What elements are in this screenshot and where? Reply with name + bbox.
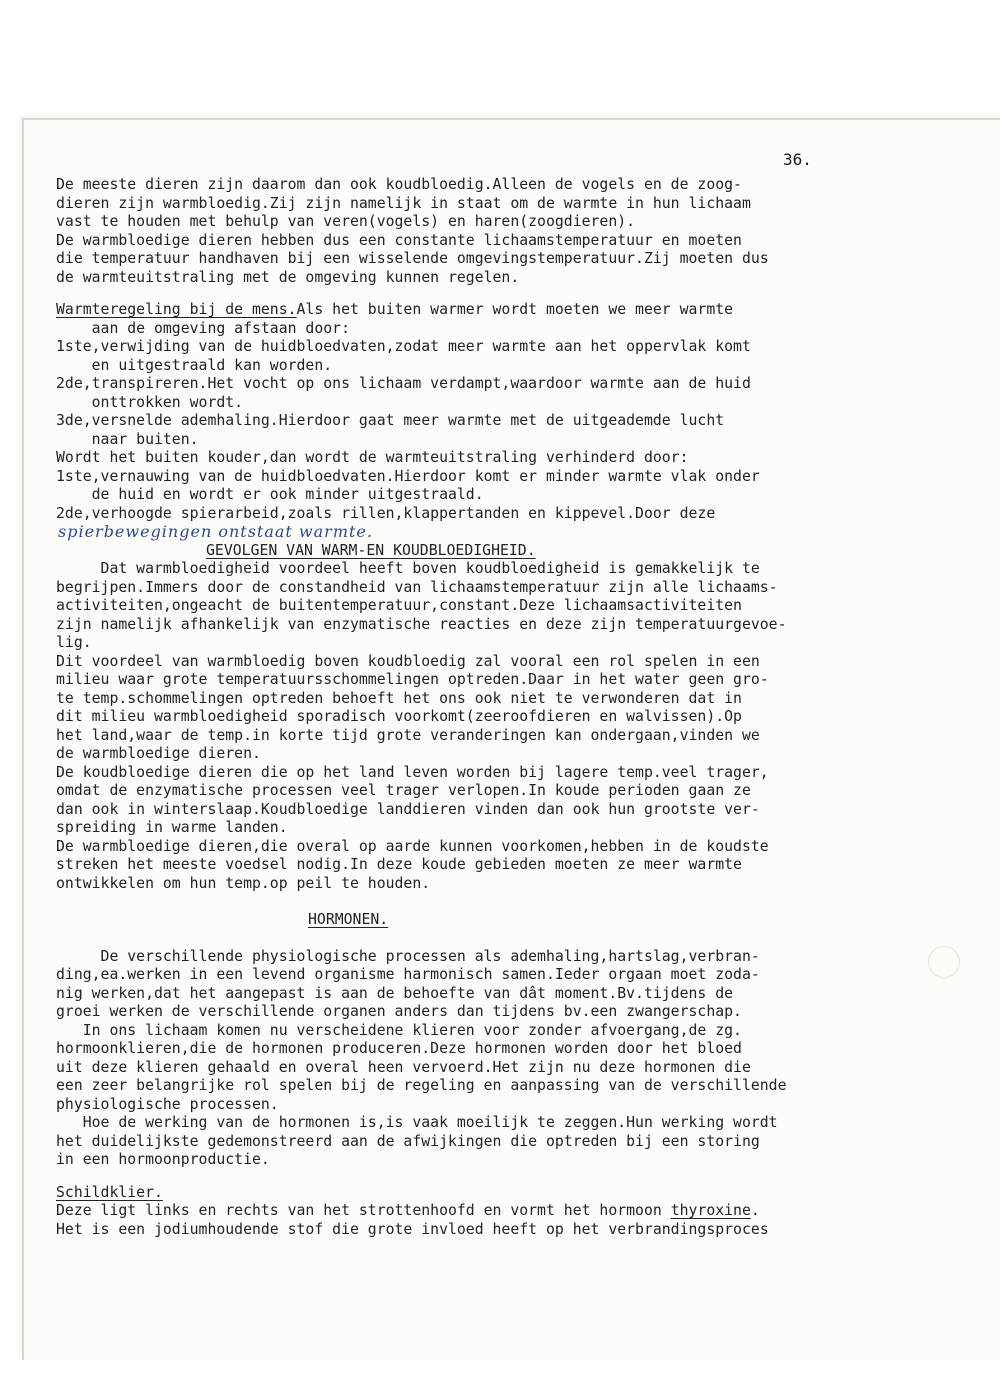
text-line: omdat de enzymatische processen veel trager verlopen.In koude perioden gaan ze — [56, 782, 751, 799]
text-line: Het is een jodiumhoudende stof die grote invloed heeft op het verbrandingsproces — [56, 1220, 769, 1238]
text-line: dan ook in winterslaap.Koudbloedige landdieren vinden dan ook hun grootste ver- — [56, 800, 760, 818]
text-line: 2de,transpireren.Het vocht op ons lichaam verdampt,waardoor warmte aan de huid — [56, 375, 751, 392]
text-line: onttrokken wordt. — [56, 393, 244, 411]
section-heading: HORMONEN. — [308, 911, 389, 928]
text-line: die temperatuur handhaven bij een wisselende omgevingstemperatuur.Zij moeten dus — [56, 250, 769, 267]
handwritten-note: spierbewegingen ontstaat warmte. — [58, 522, 373, 541]
text-line: het duidelijkste gedemonstreerd aan de afwijkingen die optreden bij een storing — [56, 1132, 760, 1150]
text-line: uit deze klieren gehaald en overal heen vervoerd.Het zijn nu deze hormonen die — [56, 1058, 751, 1076]
section-heading: Warmteregeling bij de mens. — [56, 301, 297, 318]
section-heading: GEVOLGEN VAN WARM-EN KOUDBLOEDIGHEID. — [206, 541, 536, 559]
text-line: nig werken,dat het aangepast is aan de behoefte van dât moment.Bv.tijdens de — [56, 984, 734, 1002]
text-line: Hoe de werking van de hormonen is,is vaak moeilijk te zeggen.Hun werking wordt — [56, 1114, 778, 1131]
text-line: 1ste,vernauwing van de huidbloedvaten.Hierdoor komt er minder warmte vlak onder — [56, 467, 760, 485]
text-line: in een hormoonproductie. — [56, 1151, 270, 1168]
text-line: de warmbloedige dieren. — [56, 745, 261, 762]
schildklier-section — [56, 1184, 896, 1240]
text-line: te temp.schommelingen optreden behoeft het ons ook niet te verwonderen dat in — [56, 689, 742, 707]
text-line: Deze ligt links en rechts van het strottenhoofd en vormt het hormoon thyroxine. — [56, 1202, 760, 1219]
intro-paragraph — [56, 176, 896, 287]
punch-hole — [928, 946, 960, 978]
text-line: een zeer belangrijke rol spelen bij de regeling en aanpassing van de verschillende — [56, 1077, 787, 1094]
text-line: De warmbloedige dieren,die overal op aarde kunnen voorkomen,hebben in de koudste — [56, 837, 769, 855]
text-line: De meeste dieren zijn daarom dan ook koudbloedig.Alleen de vogels en de zoog- — [56, 176, 742, 193]
heading-continuation: Als het buiten warmer wordt moeten we meer warmte — [296, 301, 734, 318]
text-line: De koudbloedige dieren die op het land leven worden bij lagere temp.veel trager, — [56, 763, 769, 781]
text-line: spreiding in warme landen. — [56, 819, 288, 836]
gevolgen-section — [56, 542, 896, 894]
text-line: groei werken de verschillende organen anders dan tijdens bv.een zwangerschap. — [56, 1003, 742, 1020]
text-line: de warmteuitstraling met de omgeving kunnen regelen. — [56, 268, 520, 286]
text-line: Wordt het buiten kouder,dan wordt de warmteuitstraling verhinderd door: — [56, 449, 689, 466]
text-line: physiologische processen. — [56, 1095, 279, 1113]
section-heading: Schildklier. — [56, 1183, 163, 1201]
text-line: De verschillende physiologische processen als ademhaling,hartslag,verbran- — [56, 947, 760, 965]
text-line: Dat warmbloedigheid voordeel heeft boven koudbloedigheid is gemakkelijk te — [56, 560, 760, 577]
hormonen-section — [56, 911, 896, 1170]
text-line: lig. — [56, 634, 92, 651]
text-line: milieu waar grote temperatuursschommelingen optreden.Daar in het water geen gro- — [56, 671, 769, 688]
text-line: De warmbloedige dieren hebben dus een constante lichaamstemperatuur en moeten — [56, 231, 742, 249]
text-line: activiteiten,ongeacht de buitentemperatuur,constant.Deze lichaamsactiviteiten — [56, 597, 742, 614]
text-line: dieren zijn warmbloedig.Zij zijn namelijk in staat om de warmte in hun lichaam — [56, 194, 751, 212]
text-line: 2de,verhoogde spierarbeid,zoals rillen,klappertanden en kippevel.Door deze — [56, 504, 716, 522]
text-line: naar buiten. — [56, 430, 199, 448]
underlined-term: thyroxine — [670, 1202, 751, 1219]
text-line: hormoonklieren,die de hormonen produceren.Deze hormonen worden door het bloed — [56, 1040, 742, 1057]
text-line: 1ste,verwijding van de huidbloedvaten,zodat meer warmte aan het oppervlak komt — [56, 338, 751, 355]
text-line: In ons lichaam komen nu verscheidene klieren voor zonder afvoergang,de zg. — [56, 1021, 742, 1039]
text-line: en uitgestraald kan worden. — [56, 356, 333, 374]
text-line: vast te houden met behulp van veren(vogels) en haren(zoogdieren). — [56, 213, 636, 230]
text-line: 3de,versnelde ademhaling.Hierdoor gaat meer warmte met de uitgeademde lucht — [56, 412, 725, 429]
text-line: het land,waar de temp.in korte tijd grote veranderingen kan ondergaan,vinden we — [56, 726, 760, 744]
text-line: streken het meeste voedsel nodig.In deze koude gebieden moeten ze meer warmte — [56, 856, 742, 873]
text-line: zijn namelijk afhankelijk van enzymatische reacties en deze zijn temperatuurgevoe- — [56, 615, 787, 633]
text-line: de huid en wordt er ook minder uitgestraald. — [56, 486, 484, 503]
text-line: ontwikkelen om hun temp.op peil te houden. — [56, 874, 431, 892]
text-line — [56, 301, 896, 320]
text-line: aan de omgeving afstaan door: — [56, 319, 350, 337]
warmteregeling-section — [56, 301, 896, 542]
typed-page — [56, 176, 896, 1239]
text-line: ding,ea.werken in een levend organisme harmonisch samen.Ieder orgaan moet zoda- — [56, 966, 760, 983]
text-line: dit milieu warmbloedigheid sporadisch voorkomt(zeeroofdieren en walvissen).Op — [56, 708, 742, 725]
text-line: Dit voordeel van warmbloedig boven koudbloedig zal vooral een rol spelen in een — [56, 652, 760, 670]
page-number: 36. — [783, 150, 812, 169]
text-line: begrijpen.Immers door de constandheid van lichaamstemperatuur zijn alle lichaams- — [56, 578, 778, 596]
